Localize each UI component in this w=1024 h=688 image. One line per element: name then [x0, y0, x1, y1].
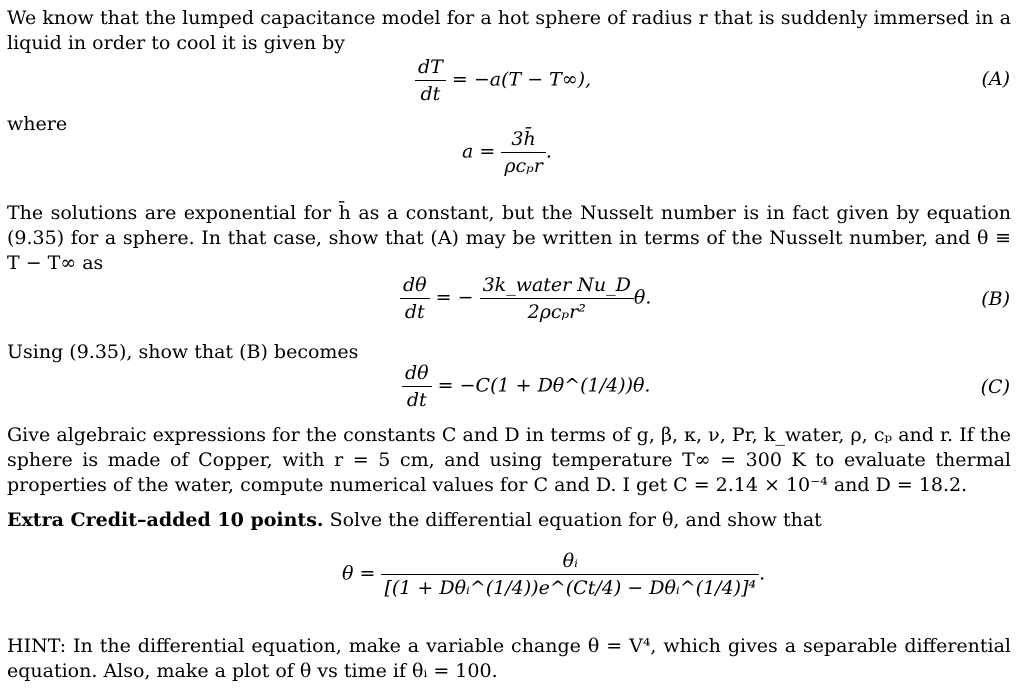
constants-paragraph: Give algebraic expressions for the constants C and D in terms of g, β, κ, ν, Pr, k_water, ρ, cₚ and r. If the sphere is made of Copper, with r = 5 cm, and using temperature T∞ = 300 K to evaluate thermal properties of the water, compute numerical values for C and D. I get C = 2.14 × 10⁻⁴ and D = 18.2.	[7, 424, 1011, 496]
equation-c-derivative: $\frac{d\theta}{dt}$	[402, 362, 432, 411]
where-text: where	[7, 113, 68, 135]
equation-b: $\frac{d\theta}{dt}$ = − $\frac{\text{3k\_water Nu\_D}}{\text{2ρcₚr²}}$ θ. (B)	[0, 274, 1024, 328]
extra-credit-paragraph	[7, 508, 1011, 533]
coefficient-lhs: a =	[462, 140, 496, 163]
solutions-paragraph: The solutions are exponential for h̄ as a constant, but the Nusselt number is in fact given by equation (9.35) for a sphere. In that case, show that (A) may be written in terms of the Nusselt number, and θ ≡ T − T∞ as	[7, 202, 1011, 274]
equation-a	[0, 56, 1024, 106]
theta-fraction: $\frac{\text{θᵢ}}{\text{[(1 + Dθᵢ\textasciicircum{}(1/4))e\textasciicircum{}(Ct/4) − Dθᵢ\textasciicircum{}(1/4)]⁴}}$	[381, 550, 759, 599]
intro-paragraph: We know that the lumped capacitance model for a hot sphere of radius r that is suddenly immersed in a liquid in order to cool it is given by	[7, 7, 1011, 54]
equation-b-derivative: $\frac{d\theta}{dt}$	[400, 274, 430, 323]
equation-b-tag: (B)	[981, 288, 1010, 310]
extra-credit-text: Solve the differential equation for θ, and show that	[323, 509, 822, 531]
equation-theta-solution: θ = $\frac{\text{θᵢ}}{\text{[(1 + Dθᵢ\textasciicircum{}(1/4))e\textasciicircum{}(Ct/4) − Dθᵢ\textasciicircum{}(1/4)]⁴}}$ .	[342, 550, 766, 599]
equation-a-derivative: $\frac{dT}{dt}$	[415, 56, 446, 105]
equation-c-rhs: = −C(1 + Dθ^(1/4))θ.	[437, 374, 651, 397]
extra-credit-heading: Extra Credit–added 10 points.	[7, 509, 324, 531]
hint-paragraph: HINT: In the differential equation, make a variable change θ = V⁴, which gives a separable differential equation. Also, make a plot of θ vs time if θᵢ = 100.	[7, 635, 1011, 682]
equation-a-tag: (A)	[981, 68, 1010, 90]
theta-lhs: θ =	[342, 562, 376, 585]
coefficient-fraction: $\frac{3h̄}{\text{ρcₚr}}$	[501, 128, 546, 177]
equation-a-coefficient: a = $\frac{3h̄}{\text{ρcₚr}}$ .	[462, 128, 552, 177]
equation-c-tag: (C)	[980, 376, 1010, 398]
equation-a-rhs: = −a(T − T∞),	[451, 68, 592, 91]
equation-c	[0, 362, 1024, 416]
using-paragraph: Using (9.35), show that (B) becomes	[7, 341, 359, 363]
equation-b-fraction: $\frac{\text{3k\_water Nu\_D}}{\text{2ρcₚr²}}$	[480, 274, 634, 323]
